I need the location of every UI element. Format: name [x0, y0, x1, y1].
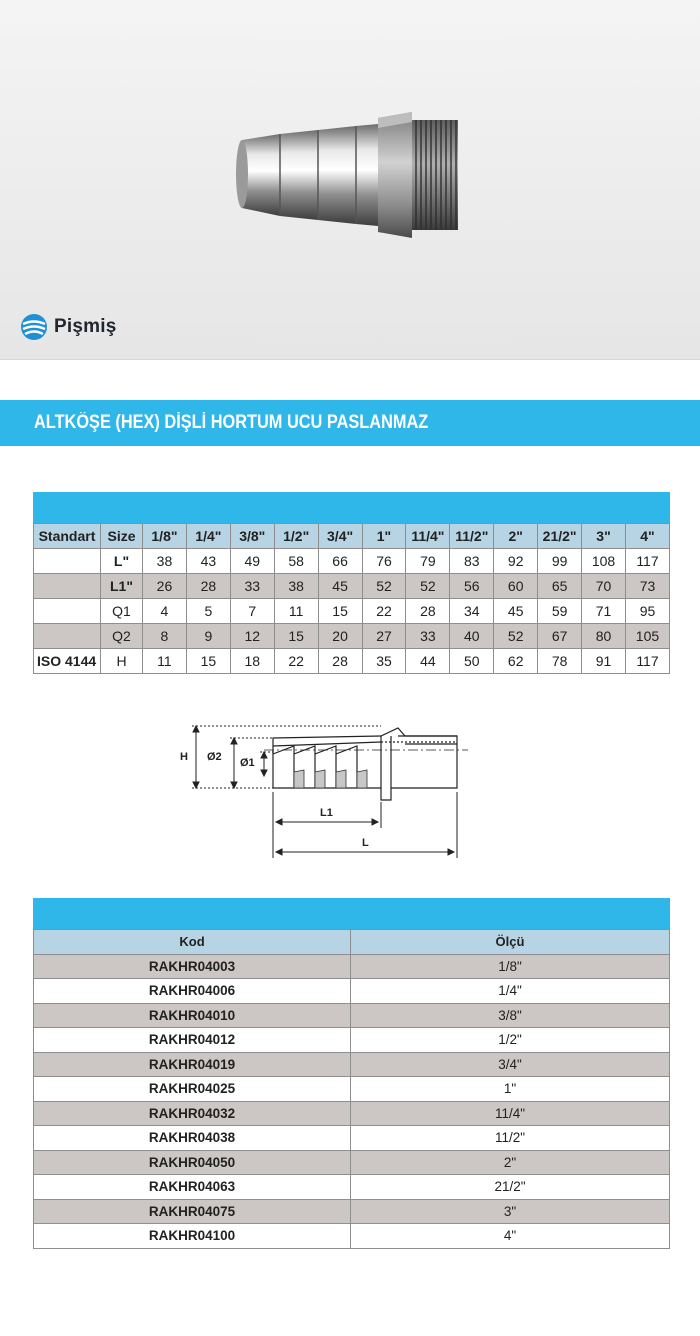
code-table-body — [34, 954, 670, 1248]
spec-header-cell: Size — [101, 524, 143, 549]
spec-value-cell: 95 — [625, 599, 669, 624]
spec-value-cell: 99 — [538, 549, 582, 574]
spec-value-cell: 56 — [450, 574, 494, 599]
spec-header-row — [34, 524, 670, 549]
code-olcu-cell: 11/4" — [351, 1101, 670, 1126]
spec-value-cell: 7 — [230, 599, 274, 624]
spec-value-cell: 62 — [494, 649, 538, 674]
spec-row — [34, 624, 670, 649]
spec-value-cell: 27 — [362, 624, 406, 649]
spec-row — [34, 649, 670, 674]
code-header-row — [34, 930, 670, 955]
spec-value-cell: 108 — [582, 549, 626, 574]
spec-value-cell: 49 — [230, 549, 274, 574]
spec-standard-cell — [34, 574, 101, 599]
spec-value-cell: 12 — [230, 624, 274, 649]
spec-value-cell: 28 — [318, 649, 362, 674]
code-olcu-cell: 4" — [351, 1224, 670, 1249]
spec-value-cell: 92 — [494, 549, 538, 574]
code-row — [34, 1199, 670, 1224]
spec-value-cell: 15 — [186, 649, 230, 674]
spec-value-cell: 58 — [274, 549, 318, 574]
spec-label-cell: Q2 — [101, 624, 143, 649]
spec-value-cell: 20 — [318, 624, 362, 649]
brand-logo — [20, 310, 116, 344]
spec-value-cell: 45 — [318, 574, 362, 599]
code-olcu-cell: 2" — [351, 1150, 670, 1175]
spec-header-cell: 1/8" — [143, 524, 187, 549]
spec-header-cell: 3/8" — [230, 524, 274, 549]
spec-row — [34, 574, 670, 599]
spec-value-cell: 117 — [625, 649, 669, 674]
spec-value-cell: 38 — [143, 549, 187, 574]
spec-header-cell: 11/2" — [450, 524, 494, 549]
spec-value-cell: 52 — [494, 624, 538, 649]
diagram-label-h: H — [180, 751, 188, 763]
spec-value-cell: 66 — [318, 549, 362, 574]
spec-header-cell: 2" — [494, 524, 538, 549]
spec-value-cell: 71 — [582, 599, 626, 624]
spec-value-cell: 33 — [406, 624, 450, 649]
spec-standard-cell — [34, 624, 101, 649]
diagram-label-d2: Ø2 — [207, 751, 222, 763]
spec-standard-cell: ISO 4144 — [34, 649, 101, 674]
spec-value-cell: 80 — [582, 624, 626, 649]
spec-value-cell: 9 — [186, 624, 230, 649]
code-row — [34, 1052, 670, 1077]
code-table-header-bar — [33, 898, 670, 929]
code-olcu-cell: 3" — [351, 1199, 670, 1224]
spec-label-cell: H — [101, 649, 143, 674]
spec-value-cell: 4 — [143, 599, 187, 624]
spec-value-cell: 28 — [406, 599, 450, 624]
brand-name: Pişmiş — [54, 316, 117, 337]
spec-header-cell: 1" — [362, 524, 406, 549]
spec-label-cell: Q1 — [101, 599, 143, 624]
code-kod-cell: RAKHR04032 — [34, 1101, 351, 1126]
spec-value-cell: 76 — [362, 549, 406, 574]
code-olcu-cell: 1" — [351, 1077, 670, 1102]
code-kod-cell: RAKHR04063 — [34, 1175, 351, 1200]
spec-value-cell: 15 — [318, 599, 362, 624]
spec-value-cell: 60 — [494, 574, 538, 599]
spec-value-cell: 83 — [450, 549, 494, 574]
code-kod-cell: RAKHR04010 — [34, 1003, 351, 1028]
code-row — [34, 1101, 670, 1126]
code-row — [34, 979, 670, 1004]
spec-value-cell: 73 — [625, 574, 669, 599]
spec-table-body — [34, 549, 670, 674]
spec-value-cell: 117 — [625, 549, 669, 574]
spec-value-cell: 59 — [538, 599, 582, 624]
code-row — [34, 1077, 670, 1102]
spec-table-header-bar — [33, 492, 670, 523]
code-kod-cell: RAKHR04025 — [34, 1077, 351, 1102]
title-bar — [0, 400, 700, 446]
spec-header-cell: 3" — [582, 524, 626, 549]
spec-value-cell: 65 — [538, 574, 582, 599]
code-kod-cell: RAKHR04075 — [34, 1199, 351, 1224]
spec-label-cell: L" — [101, 549, 143, 574]
spec-value-cell: 91 — [582, 649, 626, 674]
spec-value-cell: 70 — [582, 574, 626, 599]
code-olcu-cell: 1/2" — [351, 1028, 670, 1053]
code-header-olcu: Ölçü — [351, 930, 670, 955]
code-row — [34, 954, 670, 979]
code-olcu-cell: 11/2" — [351, 1126, 670, 1151]
spec-table — [33, 523, 670, 674]
code-row — [34, 1175, 670, 1200]
spec-value-cell: 52 — [362, 574, 406, 599]
spec-value-cell: 43 — [186, 549, 230, 574]
spec-value-cell: 52 — [406, 574, 450, 599]
code-kod-cell: RAKHR04012 — [34, 1028, 351, 1053]
code-kod-cell: RAKHR04100 — [34, 1224, 351, 1249]
code-olcu-cell: 3/8" — [351, 1003, 670, 1028]
code-header-kod: Kod — [34, 930, 351, 955]
spec-value-cell: 79 — [406, 549, 450, 574]
spec-standard-cell — [34, 599, 101, 624]
spec-value-cell: 26 — [143, 574, 187, 599]
spec-value-cell: 50 — [450, 649, 494, 674]
hose-fitting-image — [230, 108, 470, 248]
spec-value-cell: 22 — [362, 599, 406, 624]
code-kod-cell: RAKHR04006 — [34, 979, 351, 1004]
spec-value-cell: 8 — [143, 624, 187, 649]
spec-value-cell: 45 — [494, 599, 538, 624]
spec-value-cell: 44 — [406, 649, 450, 674]
diagram-label-l: L — [362, 837, 369, 849]
spec-value-cell: 28 — [186, 574, 230, 599]
spec-header-cell: 1/2" — [274, 524, 318, 549]
spec-value-cell: 40 — [450, 624, 494, 649]
spec-value-cell: 18 — [230, 649, 274, 674]
spec-row — [34, 599, 670, 624]
spec-value-cell: 35 — [362, 649, 406, 674]
code-table-section — [33, 898, 670, 1249]
spec-value-cell: 11 — [143, 649, 187, 674]
diagram-label-l1: L1 — [320, 807, 333, 819]
spec-value-cell: 15 — [274, 624, 318, 649]
spec-label-cell: L1" — [101, 574, 143, 599]
code-table — [33, 929, 670, 1249]
spec-value-cell: 33 — [230, 574, 274, 599]
spec-value-cell: 67 — [538, 624, 582, 649]
code-kod-cell: RAKHR04038 — [34, 1126, 351, 1151]
code-row — [34, 1003, 670, 1028]
code-kod-cell: RAKHR04003 — [34, 954, 351, 979]
code-olcu-cell: 1/8" — [351, 954, 670, 979]
spec-value-cell: 22 — [274, 649, 318, 674]
spec-value-cell: 5 — [186, 599, 230, 624]
spec-header-cell: 1/4" — [186, 524, 230, 549]
spec-header-cell: 11/4" — [406, 524, 450, 549]
code-row — [34, 1028, 670, 1053]
code-kod-cell: RAKHR04019 — [34, 1052, 351, 1077]
code-olcu-cell: 3/4" — [351, 1052, 670, 1077]
spec-table-section — [33, 492, 670, 674]
spec-value-cell: 105 — [625, 624, 669, 649]
spec-value-cell: 11 — [274, 599, 318, 624]
code-row — [34, 1150, 670, 1175]
spec-value-cell: 78 — [538, 649, 582, 674]
product-title: ALTKÖŞE (HEX) DİŞLİ HORTUM UCU PASLANMAZ — [34, 412, 429, 433]
spec-value-cell: 34 — [450, 599, 494, 624]
spec-header-cell: 3/4" — [318, 524, 362, 549]
spec-row — [34, 549, 670, 574]
spec-value-cell: 38 — [274, 574, 318, 599]
code-olcu-cell: 1/4" — [351, 979, 670, 1004]
product-hero — [0, 0, 700, 360]
spec-header-cell: 4" — [625, 524, 669, 549]
spec-header-cell: 21/2" — [538, 524, 582, 549]
code-kod-cell: RAKHR04050 — [34, 1150, 351, 1175]
spec-standard-cell — [34, 549, 101, 574]
dimension-diagram — [176, 712, 476, 862]
diagram-label-d1: Ø1 — [240, 757, 255, 769]
spec-header-cell: Standart — [34, 524, 101, 549]
brand-mark-icon — [20, 313, 48, 341]
code-row — [34, 1224, 670, 1249]
code-olcu-cell: 21/2" — [351, 1175, 670, 1200]
code-row — [34, 1126, 670, 1151]
